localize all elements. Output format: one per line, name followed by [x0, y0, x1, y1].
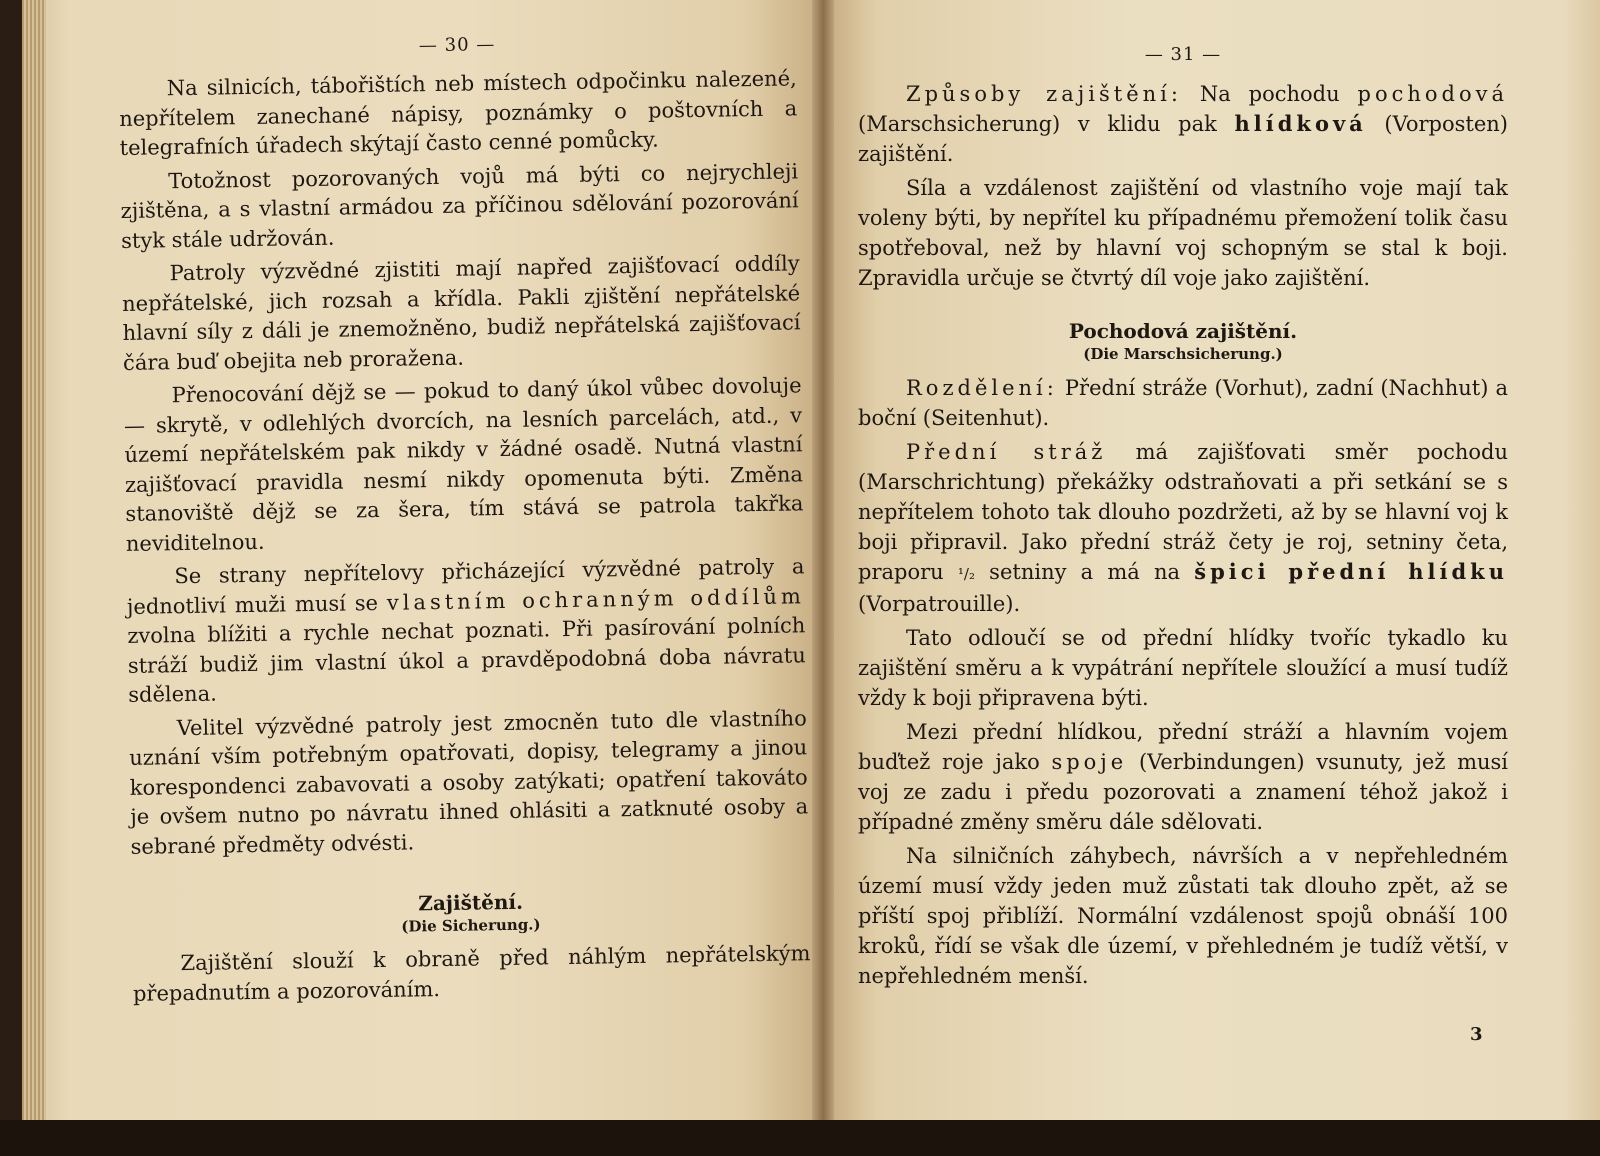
paragraph: Tato odloučí se od přední hlídky tvoříc tykadlo ku zajištění směru a k vypátrání nepřítele sloužící a musí tudíž vždy k boji připravena býti. [858, 626, 1508, 710]
spaced-emphasis: spoje [1051, 750, 1128, 774]
spaced-emphasis: Rozdělení: [906, 376, 1058, 400]
paragraph [126, 552, 806, 710]
paragraph: Patroly výzvědné zjistiti mají napřed zajišťovací oddíly nepřátelské, jich rozsah a křídla. Pakli zjištění nepřátelské hlavní síly z dáli je znemožněno, budiž nepřátelská zajišťovací čára buď obejita neb proražena. [121, 251, 801, 375]
paragraph-text: Přední stráže (Vorhut), zadní (Nachhut) a boční (Seitenhut). [858, 376, 1508, 430]
background-surface [0, 1120, 1600, 1156]
fraction: ¹/₂ [957, 565, 975, 583]
paragraph-text: (Vorposten) zajištění. [858, 112, 1508, 166]
paragraph-text: Mezi přední hlídkou, přední stráží a hlavním vojem buďtež roje jako [858, 720, 1508, 774]
right-page-text [858, 44, 1508, 995]
paragraph [858, 373, 1508, 433]
section-subheading: (Die Marschsicherung.) [1083, 345, 1283, 363]
section-subheading: (Die Sicherung.) [401, 915, 541, 936]
paragraph-text: setniny a má na [974, 560, 1195, 584]
paragraph: Zajištění slouží k obraně před náhlým nepřátelským přepadnutím a pozorováním. [132, 941, 811, 1006]
paragraph: Na silnicích, tábořištích neb místech odpočinku nalezené, nepřítelem zanechané nápisy, poznámky o poštovních a telegrafních úřadech skýtají často cenné pomůcky. [119, 66, 798, 160]
paragraph [858, 437, 1508, 619]
paragraph [858, 717, 1508, 837]
paragraph-text: Se strany nepřítelovy přicházející výzvědné patroly a jednotliví muži musí se [126, 554, 805, 619]
paragraph-text: má zajišťovati směr pochodu (Marschrichtung) překážky odstraňovati a při setkání se s nepřítelem tohoto tak dlouho pozdržeti, až by se hlavní voj k boji připravil. Jako přední stráž čety je roj, setniny četa, praporu [858, 440, 1509, 584]
signature-mark: 3 [1470, 1024, 1483, 1045]
paragraph-text: zvolna blížiti a rychle nechat poznati. Při pasírování polních stráží budiž jim vlastní úkol a pravděpodobná doba návratu sdělena. [127, 613, 806, 707]
paragraph: Na silničních záhybech, návrších a v nepřehledném území musí vždy jeden muž zůstati tak dlouho zpět, až se příští spoj přiblíží. Normální vzdálenost spojů obnáší 100 kroků, řídí se však dle území, v přehledném je tudíž větší, v nepřehledném menší. [858, 844, 1508, 988]
paragraph-text: (Verbindungen) vsunuty, jež musí voj ze zadu i předu pozorovati a znamení téhož jakož i případné změny směru dále sdělovati. [858, 750, 1509, 834]
spaced-emphasis: Přední stráž [906, 440, 1107, 464]
paragraph: Totožnost pozorovaných vojů má býti co nejrychleji zjištěna, a s vlastní armádou za příčinou sdělování pozorování styk stále udržován. [120, 158, 799, 253]
page-edges [22, 0, 46, 1120]
paragraph: Síla a vzdálenost zajištění od vlastního voje mají tak voleny býti, by nepřítel ku případnému přemožení tolik času spotřeboval, než by hlavní voj schopným se stal k boji. Zpravidla určuje se čtvrtý díl voje jako zajištění. [858, 176, 1508, 290]
spaced-emphasis: špici přední hlídku [1194, 559, 1508, 584]
paragraph-text: (Marschsicherung) v klidu pak [858, 112, 1235, 136]
paragraph: Přenocování dějž se — pokud to daný úkol vůbec dovoluje — skrytě, v odlehlých dvorcích, na lesních parcelách, atd., v území nepřátelském pak nikdy v žádné osadě. Nutná vlastní zajišťovací pravidla nesmí nikdy opomenuta býti. Změna stanoviště dějž se za šera, tím stává se patrola takřka neviditelnou. [123, 373, 804, 556]
spaced-emphasis: vlastním ochranným oddílům [386, 583, 805, 615]
section-heading: Zajištění. [418, 889, 524, 916]
spaced-emphasis: pochodová [1357, 82, 1509, 106]
spaced-emphasis: hlídková [1234, 111, 1367, 136]
page-number-31: — 31 — [1144, 44, 1222, 65]
book-spine [812, 0, 834, 1120]
paragraph-text: (Vorpatrouille). [858, 592, 1021, 616]
page-number-30: — 30 — [418, 34, 496, 57]
paragraph-text: Na pochodu [1181, 82, 1358, 106]
paragraph: Velitel výzvědné patroly jest zmocněn tuto dle vlastního uznání vším potřebným opatřovati, dopisy, telegramy a jinou korespondenci zabavovati a osoby zatýkati; opatření takováto je ovšem nutno po návratu ihned ohlásiti a zatknuté osoby a sebrané předměty odvésti. [129, 705, 809, 859]
left-page-text [118, 29, 811, 1013]
section-heading: Pochodová zajištění. [1068, 319, 1298, 343]
spaced-emphasis: Způsoby zajištění: [906, 82, 1182, 106]
paragraph [858, 79, 1508, 169]
